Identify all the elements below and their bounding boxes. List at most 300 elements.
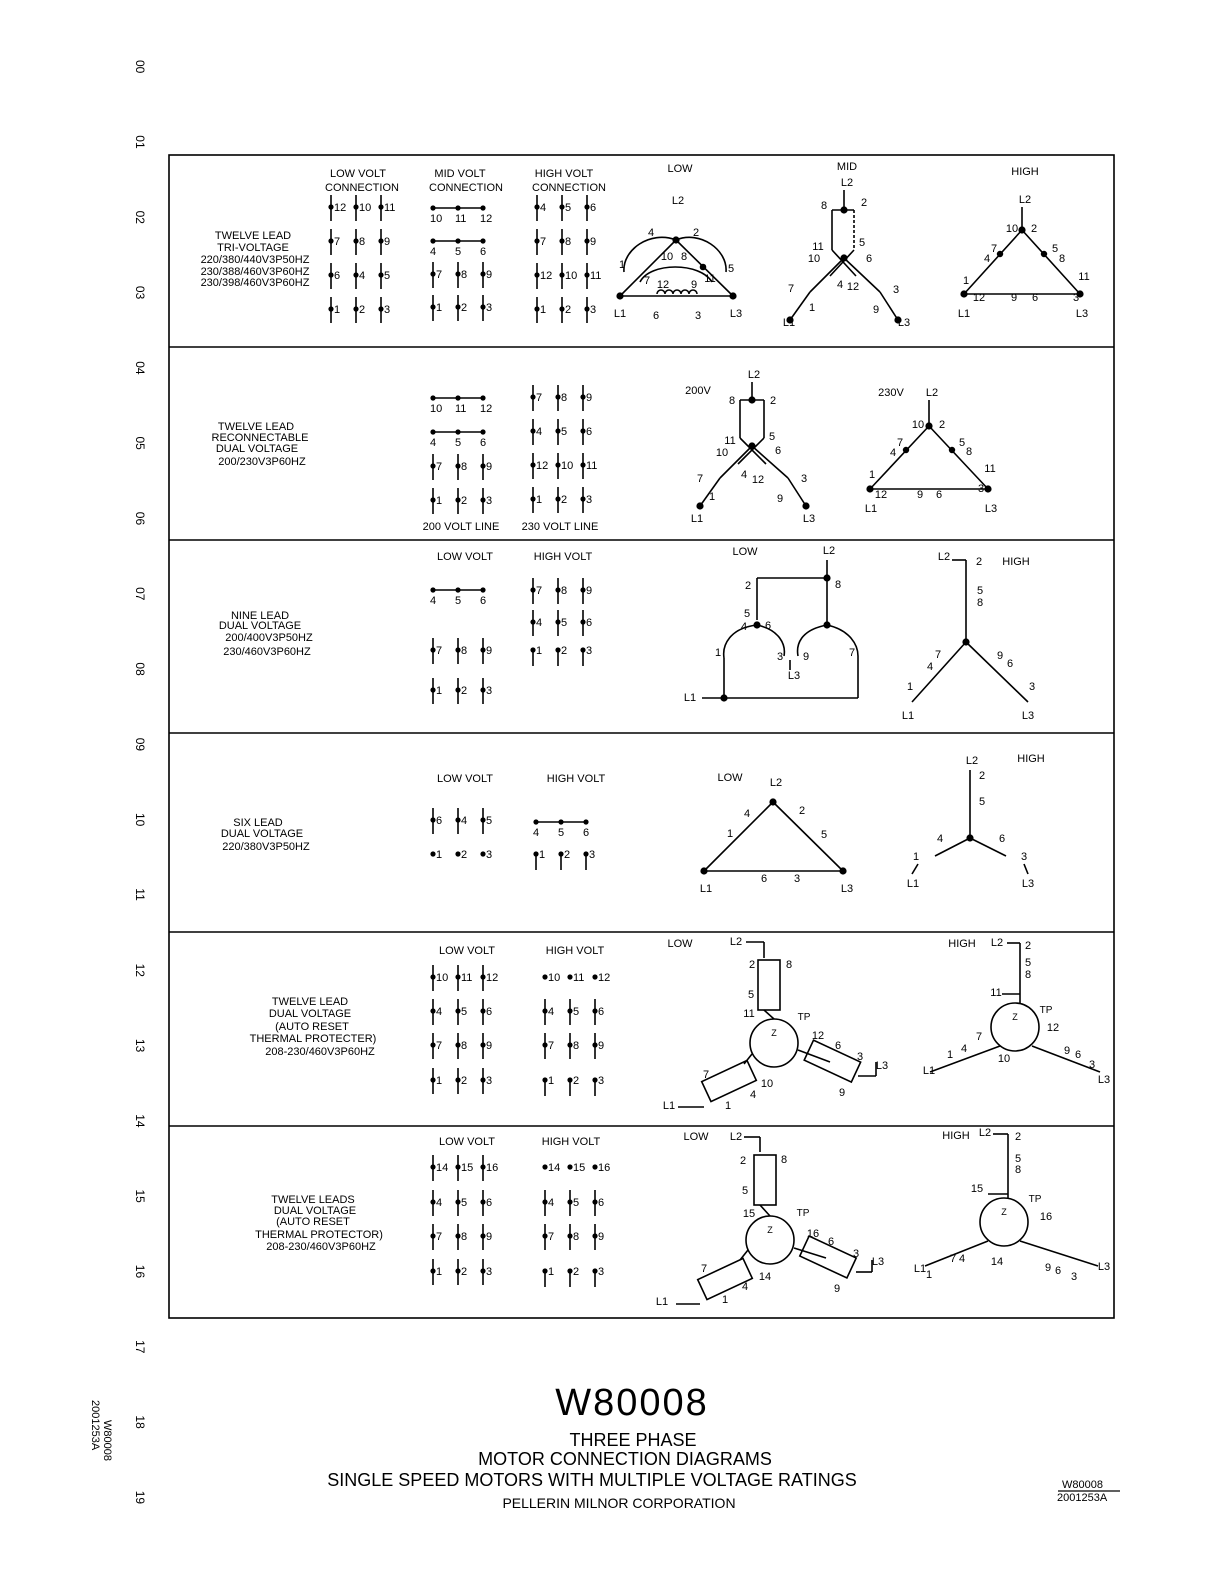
terminal-dot	[542, 1164, 547, 1169]
wire-number-label: 9	[916, 489, 924, 501]
wire-number-label: L1	[922, 1065, 936, 1077]
wire-number-label: 2	[975, 556, 983, 568]
row3-terminal-block-high	[530, 578, 592, 666]
wire-number-label: L3	[871, 1256, 885, 1268]
wire-number-label: 3	[1088, 1059, 1096, 1071]
terminal-label: 3	[598, 1075, 605, 1087]
terminal-label: 7	[436, 1040, 443, 1052]
wire-number-label: 15	[742, 1208, 756, 1220]
wire-number-label: L1	[613, 308, 627, 320]
terminal-label: 12	[598, 972, 611, 984]
terminal-label: 9	[590, 236, 597, 248]
margin-tick-label: 05	[133, 436, 147, 450]
terminal-label: 10	[548, 972, 561, 984]
thermal-protector-label: TP	[1039, 1005, 1053, 1016]
wire-number-label: 11	[1078, 271, 1090, 283]
terminal-label: 3	[486, 1075, 493, 1087]
wire-number-label: DUAL VOLTAGE	[273, 1205, 357, 1217]
wire-number-label: L1	[683, 692, 697, 704]
terminal-label: 4	[461, 815, 468, 827]
wire-number-label: (AUTO RESET	[276, 1216, 350, 1228]
terminal-label: 7	[334, 236, 341, 248]
wire-number-label: 4	[958, 1253, 966, 1265]
wire-number-label: 6	[764, 620, 772, 632]
terminal-label: 6	[586, 617, 593, 629]
wire-number-label: TWELVE LEADS	[271, 1194, 355, 1206]
wire-number-label: 9	[1044, 1262, 1052, 1274]
terminal-label: 6	[598, 1197, 605, 1209]
row3-terminal-block-low	[430, 587, 492, 704]
wire-number-label: 5	[727, 263, 735, 275]
terminal-label: 11	[455, 213, 467, 225]
row1-low-wiring-diagram	[617, 237, 736, 299]
wire-number-label: L3	[875, 1060, 889, 1072]
wire-number-label: 1	[925, 1269, 933, 1281]
title-block	[327, 1382, 856, 1511]
wire-number-label: 1	[714, 647, 722, 659]
wire-number-label: 5	[743, 608, 751, 620]
wire-number-label: 8	[976, 597, 984, 609]
corner-stamp-line2: 2001253A	[1057, 1492, 1108, 1504]
wire-number-label: 8	[680, 251, 688, 263]
terminal-label: 2	[461, 1075, 468, 1087]
wire-number-label: L2	[822, 545, 836, 557]
wire-number-label: 3	[892, 284, 900, 296]
terminal-label: 1	[539, 849, 546, 861]
wire-number-label: 4	[749, 1089, 757, 1101]
terminal-label: 3	[586, 645, 593, 657]
wire-number-label: 7	[787, 283, 795, 295]
terminal-label: 3	[586, 494, 593, 506]
terminal-label: 5	[455, 246, 462, 258]
side-stamp-line1: W80008	[101, 1420, 113, 1461]
row2-200v-wiring-diagram	[697, 382, 809, 509]
wire-number-label: 9	[838, 1087, 846, 1099]
row1-title-line: TRI-VOLTAGE	[217, 242, 289, 254]
terminal-label: 1	[548, 1266, 555, 1278]
conn-header: MID VOLT	[434, 168, 486, 180]
wire-number-label: 5	[768, 431, 776, 443]
wire-number-label: 10	[715, 447, 729, 459]
terminal-label: 1	[436, 1075, 443, 1087]
terminal-dot	[430, 851, 435, 856]
wire-number-label: 2	[978, 770, 986, 782]
terminal-label: 2	[461, 302, 468, 314]
terminal-label: 8	[565, 236, 572, 248]
terminal-label: 4	[436, 1197, 443, 1209]
terminal-label: 7	[548, 1040, 555, 1052]
terminal-label: 11	[455, 403, 467, 415]
wire-number-label: 3	[694, 310, 702, 322]
wire-number-label: L1	[662, 1100, 676, 1112]
row-twelve-lead-tri-voltage	[201, 161, 1090, 329]
wire-number-label: 4	[983, 253, 991, 265]
wire-number-label: TWELVE LEAD	[271, 996, 349, 1008]
wire-number-label: 1	[724, 1100, 732, 1112]
terminal-label: 12	[536, 460, 549, 472]
title-line-3: SINGLE SPEED MOTORS WITH MULTIPLE VOLTAGE RATINGS	[327, 1470, 857, 1490]
terminal-label: 4	[430, 246, 437, 258]
wire-number-label: 200/230V3P60HZ	[218, 456, 306, 468]
terminal-dot	[567, 1164, 572, 1169]
terminal-label: 16	[598, 1162, 611, 1174]
terminal-label: 5	[561, 617, 568, 629]
wire-number-label: L3	[984, 503, 998, 515]
footer-230-volt: 230 VOLT LINE	[521, 521, 599, 533]
terminal-label: 9	[598, 1231, 605, 1243]
terminal-label: 2	[561, 645, 568, 657]
terminal-label: 5	[455, 437, 462, 449]
wire-number-label: L3	[1075, 308, 1089, 320]
conn-header: HIGH VOLT	[541, 1136, 601, 1148]
terminal-label: 8	[461, 1231, 468, 1243]
terminal-label: 9	[586, 585, 593, 597]
row4-terminal-block-low	[430, 808, 492, 861]
wire-number-label: 4	[743, 808, 751, 820]
wire-number-label: 11	[704, 273, 716, 285]
conn-header: CONNECTION	[429, 182, 503, 194]
row3-high-labels	[902, 551, 1035, 722]
wire-number-label: L1	[699, 883, 713, 895]
terminal-dot	[455, 851, 460, 856]
terminal-label: 11	[573, 972, 585, 984]
terminal-label: 9	[486, 1040, 493, 1052]
wire-number-label: L2	[937, 551, 951, 563]
wire-number-label: 4	[889, 447, 897, 459]
terminal-label: 12	[540, 270, 553, 282]
terminal-label: 6	[334, 270, 341, 282]
row1-high-labels	[958, 194, 1090, 320]
terminal-label: 3	[486, 495, 493, 507]
margin-tick-label: 04	[133, 361, 147, 375]
terminal-label: 1	[436, 495, 443, 507]
terminal-label: 4	[548, 1006, 555, 1018]
wire-number-label: SIX LEAD	[233, 817, 283, 829]
terminal-label: 9	[486, 269, 493, 281]
diagram-label-200v: 200V	[685, 385, 711, 397]
wire-number-label: 12	[846, 281, 860, 293]
row1-title-line: 230/388/460V3P60HZ	[200, 266, 310, 278]
margin-tick-label: 16	[133, 1264, 147, 1279]
terminal-label: 1	[536, 494, 543, 506]
terminal-label: 14	[548, 1162, 561, 1174]
wire-number-label: 11	[990, 987, 1002, 999]
terminal-label: 9	[486, 461, 493, 473]
wire-number-label: 7	[696, 473, 704, 485]
wire-number-label: (AUTO RESET	[275, 1021, 349, 1033]
wire-number-label: L3	[787, 670, 801, 682]
wire-number-label: L3	[897, 317, 911, 329]
wire-number-label: 3	[852, 1248, 860, 1260]
terminal-label: 10	[430, 403, 443, 415]
conn-header: CONNECTION	[325, 182, 399, 194]
wire-number-label: 4	[936, 833, 944, 845]
terminal-label: 10	[430, 213, 443, 225]
wire-number-label: DUAL VOLTAGE	[215, 443, 299, 455]
terminal-label: 6	[436, 815, 443, 827]
row-twelve-lead-reconnectable	[212, 369, 998, 533]
wire-number-label: 1	[708, 491, 716, 503]
corner-stamp-line1: W80008	[1062, 1479, 1103, 1491]
wire-number-label: 2	[798, 805, 806, 817]
wire-number-label: 2	[860, 197, 868, 209]
wire-number-label: 12	[874, 489, 888, 501]
wire-number-label: L2	[729, 936, 743, 948]
terminal-label: 10	[359, 202, 372, 214]
wire-number-label: 8	[965, 446, 973, 458]
row2-terminal-block-b	[530, 385, 597, 513]
row2-title	[212, 421, 309, 468]
wire-number-label: 208-230/460V3P60HZ	[265, 1046, 375, 1058]
wire-number-label: L2	[1018, 194, 1032, 206]
row5-low-labels	[663, 936, 888, 1112]
wire-number-label: 12	[972, 292, 986, 304]
wire-number-label: 10	[997, 1053, 1011, 1065]
wire-number-label: 1	[946, 1049, 954, 1061]
terminal-label: 9	[486, 1231, 493, 1243]
row2-230v-wiring-diagram	[867, 400, 991, 492]
terminal-label: 8	[561, 585, 568, 597]
terminal-dot	[592, 1164, 597, 1169]
terminal-label: 15	[461, 1162, 474, 1174]
terminal-label: 4	[359, 270, 366, 282]
wire-number-label: 5	[958, 437, 966, 449]
wire-number-label: 3	[1072, 292, 1080, 304]
terminal-label: 2	[461, 849, 468, 861]
wire-number-label: 8	[780, 1154, 788, 1166]
diagram-label-mid: MID	[836, 161, 858, 173]
svg-text:Z: Z	[771, 1028, 777, 1038]
wire-number-label: TWELVE LEAD	[217, 421, 295, 433]
margin-tick-label: 14	[133, 1114, 147, 1128]
row6-high-wiring-diagram	[925, 1134, 1098, 1266]
terminal-label: 2	[573, 1075, 580, 1087]
terminal-label: 9	[486, 645, 493, 657]
terminal-label: 16	[486, 1162, 499, 1174]
terminal-label: 10	[561, 460, 574, 472]
wire-number-label: 12	[751, 474, 765, 486]
terminal-label: 2	[461, 495, 468, 507]
terminal-label: 6	[486, 1006, 493, 1018]
margin-tick-label: 09	[133, 737, 147, 752]
conn-header: LOW VOLT	[436, 773, 494, 785]
terminal-label: 2	[573, 1266, 580, 1278]
wire-number-label: L3	[1097, 1074, 1111, 1086]
wire-number-label: 12	[656, 279, 670, 291]
wire-number-label: DUAL VOLTAGE	[268, 1008, 352, 1020]
terminal-dot	[542, 974, 547, 979]
wire-number-label: 11	[743, 1008, 755, 1020]
wire-number-label: 9	[802, 651, 810, 663]
wire-number-label: 14	[990, 1256, 1004, 1268]
terminal-label: 12	[480, 403, 493, 415]
wire-number-label: 4	[960, 1043, 968, 1055]
thermal-protector-label: TP	[796, 1208, 810, 1219]
diagram-label-low: LOW	[732, 546, 758, 558]
wire-number-label: 7	[896, 437, 904, 449]
terminal-label: 7	[540, 236, 547, 248]
terminal-label: 4	[436, 1006, 443, 1018]
row1-title-line: 220/380/440V3P50HZ	[200, 254, 310, 266]
row1-terminal-block-high	[534, 195, 601, 323]
diagram-label-high: HIGH	[1002, 556, 1030, 568]
row4-high-wiring-diagram	[912, 770, 1028, 874]
terminal-label: 6	[480, 595, 487, 607]
wire-number-label: 5	[820, 829, 828, 841]
terminal-label: 2	[461, 1266, 468, 1278]
terminal-label: 11	[590, 270, 602, 282]
wire-number-label: NINE LEAD	[230, 610, 290, 622]
wire-number-label: L3	[1021, 710, 1035, 722]
wire-number-label: 220/380V3P50HZ	[222, 841, 310, 853]
terminal-label: 8	[573, 1231, 580, 1243]
wire-number-label: L2	[769, 777, 783, 789]
wire-number-label: 3	[1028, 681, 1036, 693]
row5-terminal-block-low	[430, 965, 498, 1094]
terminal-label: 6	[480, 246, 487, 258]
wire-number-label: 6	[834, 1040, 842, 1052]
company-name: PELLERIN MILNOR CORPORATION	[502, 1495, 736, 1511]
wire-number-label: 7	[700, 1263, 708, 1275]
wire-number-label: 12	[811, 1030, 825, 1042]
wire-number-label: 208-230/460V3P60HZ	[266, 1241, 376, 1253]
terminal-label: 8	[561, 392, 568, 404]
terminal-dot	[567, 974, 572, 979]
terminal-label: 8	[461, 461, 468, 473]
margin-tick-label: 15	[133, 1189, 147, 1203]
wire-number-label: 5	[978, 796, 986, 808]
wire-number-label: 6	[1006, 658, 1014, 670]
corner-stamp	[1057, 1479, 1120, 1504]
terminal-label: 6	[598, 1006, 605, 1018]
wire-number-label: 7	[975, 1031, 983, 1043]
wire-number-label: 6	[865, 253, 873, 265]
terminal-label: 10	[565, 270, 578, 282]
terminal-label: 4	[548, 1197, 555, 1209]
row-six-lead	[221, 753, 1045, 895]
row6-terminal-block-high	[542, 1162, 610, 1287]
terminal-label: 3	[598, 1266, 605, 1278]
wire-number-label: L2	[978, 1127, 992, 1139]
wire-number-label: 14	[758, 1271, 772, 1283]
diagram-label-low: LOW	[667, 938, 693, 950]
wire-number-label: 7	[949, 1253, 957, 1265]
terminal-label: 5	[461, 1197, 468, 1209]
terminal-label: 1	[436, 849, 443, 861]
row6-high-labels	[914, 1127, 1110, 1283]
wire-number-label: 2	[1030, 223, 1038, 235]
wire-number-label: L3	[729, 308, 743, 320]
terminal-label: 7	[436, 269, 443, 281]
wire-number-label: 8	[820, 200, 828, 212]
terminal-label: 4	[430, 595, 437, 607]
wire-number-label: 10	[660, 251, 674, 263]
row1-high-wiring-diagram	[961, 207, 1083, 297]
terminal-label: 2	[561, 494, 568, 506]
row2-terminal-block-a	[430, 395, 492, 514]
wire-number-label: 11	[812, 241, 824, 253]
wire-number-label: 3	[1070, 1271, 1078, 1283]
conn-header: HIGH VOLT	[546, 773, 606, 785]
margin-tick-label: 08	[133, 662, 147, 676]
row5-title	[250, 996, 377, 1058]
svg-text:Z: Z	[1012, 1012, 1018, 1022]
terminal-label: 2	[565, 304, 572, 316]
terminal-label: 9	[384, 236, 391, 248]
wire-number-label: 8	[1058, 253, 1066, 265]
wire-number-label: 6	[774, 445, 782, 457]
wire-number-label: 6	[1054, 1265, 1062, 1277]
conn-header: HIGH VOLT	[545, 945, 605, 957]
terminal-label: 14	[436, 1162, 449, 1174]
table-frame	[169, 155, 1114, 1318]
terminal-label: 7	[548, 1231, 555, 1243]
terminal-dot	[592, 974, 597, 979]
wire-number-label: 5	[1014, 1153, 1022, 1165]
terminal-label: 8	[461, 645, 468, 657]
wire-number-label: L1	[690, 513, 704, 525]
wire-number-label: 8	[1014, 1164, 1022, 1176]
title-line-1: THREE PHASE	[569, 1430, 697, 1450]
terminal-label: 7	[436, 461, 443, 473]
wire-number-label: 6	[652, 310, 660, 322]
thermal-protector-label: TP	[797, 1012, 811, 1023]
diagram-label-high: HIGH	[1011, 166, 1039, 178]
margin-tick-label: 18	[133, 1415, 147, 1429]
diagram-label-low: LOW	[667, 163, 693, 175]
terminal-label: 6	[480, 437, 487, 449]
wire-number-label: 10	[807, 253, 821, 265]
terminal-label: 5	[558, 827, 565, 839]
terminal-label: 1	[436, 685, 443, 697]
wire-number-label: 4	[836, 279, 844, 291]
wire-number-label: 4	[741, 1281, 749, 1293]
side-stamp	[89, 1400, 113, 1461]
wire-number-label: 6	[1031, 292, 1039, 304]
terminal-label: 2	[461, 685, 468, 697]
wire-number-label: 2	[769, 395, 777, 407]
wire-number-label: 3	[776, 651, 784, 663]
wire-number-label: 8	[785, 959, 793, 971]
wire-number-label: L1	[957, 308, 971, 320]
terminal-label: 4	[430, 437, 437, 449]
terminal-label: 6	[586, 426, 593, 438]
wire-number-label: 1	[906, 681, 914, 693]
wire-number-label: 5	[1051, 243, 1059, 255]
doc-number: W80008	[555, 1382, 709, 1424]
wire-number-label: 9	[690, 279, 698, 291]
row1-title-line: TWELVE LEAD	[214, 230, 292, 242]
row-twelve-leads-thermal-protector	[255, 1127, 1110, 1308]
wire-number-label: 2	[938, 419, 946, 431]
footer-200-volt: 200 VOLT LINE	[422, 521, 500, 533]
wire-number-label: 9	[1010, 292, 1018, 304]
wire-number-label: L3	[802, 513, 816, 525]
title-line-2: MOTOR CONNECTION DIAGRAMS	[478, 1449, 772, 1469]
terminal-label: 11	[461, 972, 473, 984]
terminal-label: 6	[583, 827, 590, 839]
wire-number-label: 10	[1005, 223, 1019, 235]
terminal-label: 3	[486, 849, 493, 861]
wire-number-label: 7	[934, 649, 942, 661]
wire-number-label: 11	[724, 435, 736, 447]
wire-number-label: L3	[840, 883, 854, 895]
wire-number-label: 230/460V3P60HZ	[223, 646, 311, 658]
wire-number-label: 1	[912, 851, 920, 863]
terminal-label: 5	[561, 426, 568, 438]
wire-number-label: 11	[984, 463, 996, 475]
wire-number-label: 7	[848, 647, 856, 659]
